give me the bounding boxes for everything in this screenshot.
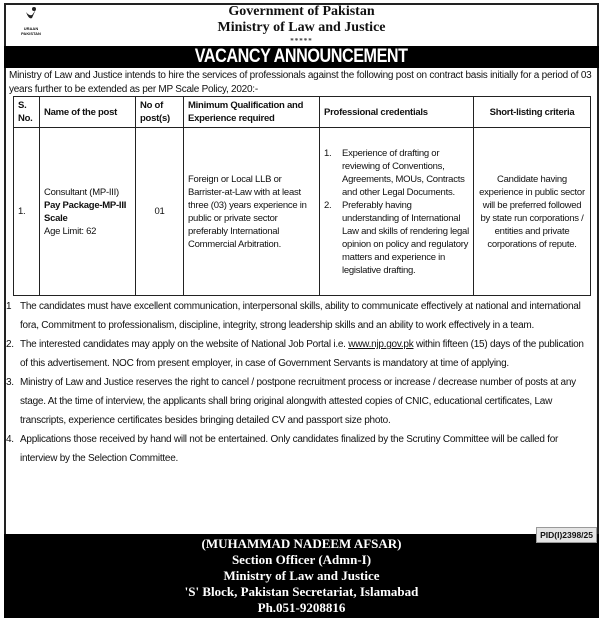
njp-link[interactable]: www.njp.gov.pk bbox=[348, 339, 414, 350]
credential-text: Experience of drafting or reviewing of Conventions, Agreements, MOUs, Contracts and other Legal Documents. bbox=[342, 147, 465, 198]
officer-name: (MUHAMMAD NADEEM AFSAR) bbox=[201, 536, 402, 551]
vacancy-banner bbox=[4, 46, 599, 68]
note-text bbox=[20, 335, 594, 373]
vacancy-table bbox=[13, 96, 591, 296]
credential-item bbox=[324, 199, 469, 277]
col-credentials: Professional credentials bbox=[320, 97, 474, 128]
notes-list bbox=[6, 297, 594, 468]
cell-qualification: Foreign or Local LLB or Barrister-at-Law with at least three (03) years experience in public or private sector preferably International Commercial Arbitration. bbox=[184, 128, 320, 296]
banner-text: VACANCY ANNOUNCEMENT bbox=[195, 46, 408, 67]
note-text-post: within fifteen (15) days of the publication of this advertisement. NOC from present employer, in case of Government Servants is mandatory at time of applying. bbox=[20, 339, 584, 369]
col-criteria: Short-listing criteria bbox=[474, 97, 591, 128]
footer-ministry: Ministry of Law and Justice bbox=[223, 568, 380, 583]
pid-code: PID(I)2398/25 bbox=[536, 527, 597, 543]
post-title: Consultant (MP-III) bbox=[44, 186, 119, 198]
col-sno: S. No. bbox=[14, 97, 40, 128]
stars-divider: ***** bbox=[290, 37, 313, 45]
col-count: No of post(s) bbox=[136, 97, 184, 128]
note-num: 4. bbox=[6, 434, 14, 445]
signature-block bbox=[4, 534, 599, 618]
ministry-title: Ministry of Law and Justice bbox=[217, 20, 386, 35]
credential-text: Preferably having understanding of International Law and skills of rendering legal opinion on policy and regulatory matters and experience in legislative drafting. bbox=[342, 199, 469, 276]
cell-criteria: Candidate having experience in public sector will be preferred followed by state run corporations / entities and private corporations of repute. bbox=[474, 128, 591, 296]
officer-designation: Section Officer (Admn-I) bbox=[231, 552, 372, 567]
credential-num: 2. bbox=[324, 199, 332, 211]
intro-paragraph: Ministry of Law and Justice intends to hire the services of professionals against the following post on contract basis initially for a period of 03 years further to be extended as per MP Scale Policy, 2020:- bbox=[9, 70, 592, 95]
note-text: Ministry of Law and Justice reserves the right to cancel / postpone recruitment process or increase / decrease number of posts at any stage. At the time of interview, the applicants shall bring original alongwith attested copies of CNIC, educational certificates, Law transcripts, experience certificates besides bringing detailed CV and passport size photo. bbox=[20, 377, 576, 426]
cell-sno: 1. bbox=[14, 128, 40, 296]
table-header-row bbox=[14, 97, 591, 128]
col-qualification: Minimum Qualification and Experience required bbox=[184, 97, 320, 128]
note-text-pre: The interested candidates may apply on the website of National Job Portal i.e. bbox=[20, 339, 349, 350]
footer-address: 'S' Block, Pakistan Secretariat, Islamabad bbox=[184, 584, 419, 599]
cell-post bbox=[40, 128, 136, 296]
note-text: The candidates must have excellent communication, interpersonal skills, ability to communicate effectively at national and international fora, Commitment to professionalism, discipline, integrity, strong leadership skills and an ability to work effectively in a team. bbox=[20, 301, 581, 331]
government-title: Government of Pakistan bbox=[228, 4, 375, 19]
note-num: 3. bbox=[6, 377, 14, 388]
note-text: Applications those received by hand will not be entertained. Only candidates finalized by the Scrutiny Committee will be called for interview by the Selection Committee. bbox=[20, 434, 559, 464]
credential-item bbox=[324, 147, 469, 199]
logo-text: URAAN PAKISTAN bbox=[21, 26, 41, 36]
col-post: Name of the post bbox=[40, 97, 136, 128]
note-item bbox=[6, 297, 594, 335]
note-num: 2. bbox=[6, 339, 14, 350]
note-item bbox=[6, 335, 594, 373]
footer-phone: Ph.051-9208816 bbox=[257, 600, 346, 615]
cell-credentials bbox=[320, 128, 474, 296]
cell-count: 01 bbox=[136, 128, 184, 296]
post-age: Age Limit: 62 bbox=[44, 225, 97, 237]
note-item bbox=[6, 373, 594, 430]
post-pay: Pay Package-MP-III Scale bbox=[44, 199, 127, 224]
table-row bbox=[14, 128, 591, 296]
credential-num: 1. bbox=[324, 147, 332, 159]
note-item bbox=[6, 430, 594, 468]
note-num: 1 bbox=[6, 301, 12, 312]
